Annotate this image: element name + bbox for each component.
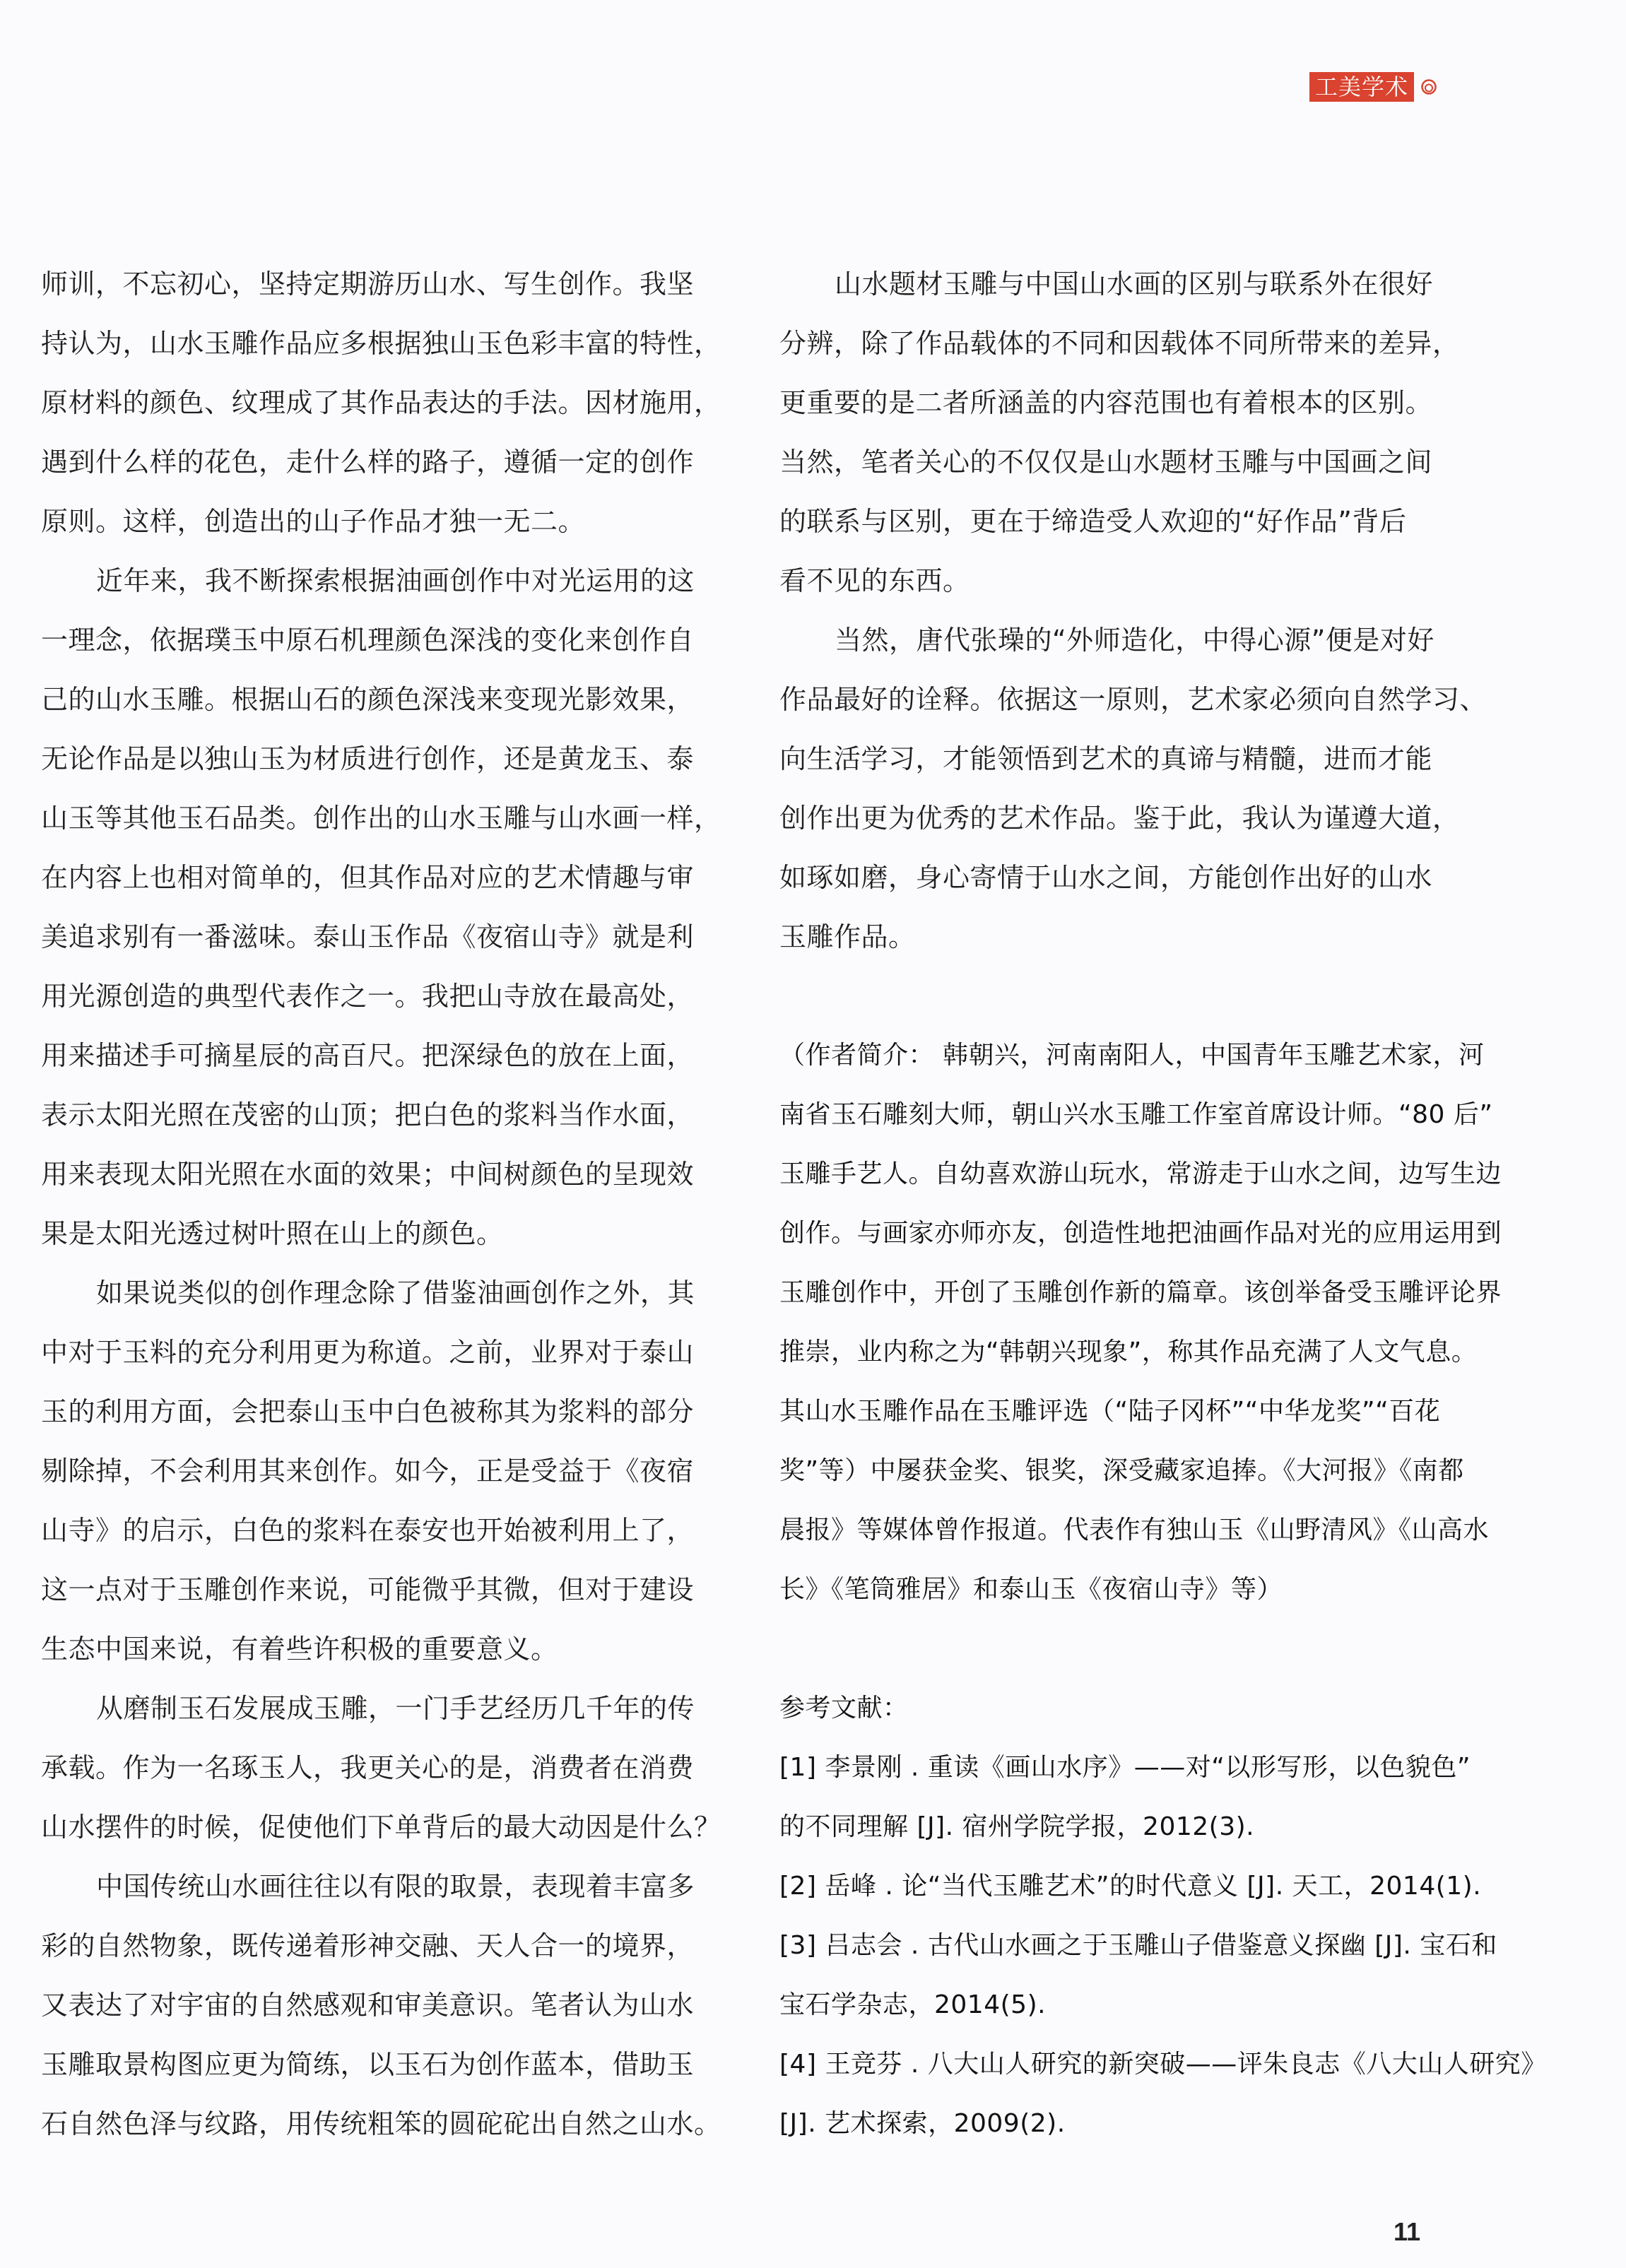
text-line: 创作。与画家亦师亦友，创造性地把油画作品对光的应用运用到 (779, 1219, 1502, 1248)
text-line: 用光源创造的典型代表作之一。我把山寺放在最高处， (41, 981, 695, 1012)
text-line: 玉雕手艺人。自幼喜欢游山玩水，常游走于山水之间，边写生边 (779, 1159, 1502, 1188)
left-column (41, 254, 719, 2154)
right-column (779, 254, 1547, 2154)
reference-line: [J]. 艺术探索，2009(2). (779, 2109, 1066, 2138)
text-line: 向生活学习，才能领悟到艺术的真谛与精髓，进而才能 (779, 743, 1433, 774)
text-line: 又表达了对宇宙的自然感观和审美意识。笔者认为山水 (41, 1990, 695, 2021)
text-line: 中对于玉料的充分利用更为称道。之前，业界对于泰山 (41, 1337, 695, 1368)
paragraph (41, 1263, 719, 1679)
spacer (779, 1619, 1458, 1679)
reference-line: [1] 李景刚 . 重读《画山水序》——对“以形写形，以色貌色” (779, 1753, 1471, 1782)
text-line: 中国传统山水画往往以有限的取景，表现着丰富多 (96, 1871, 695, 1902)
text-line: 表示太阳光照在茂密的山顶；把白色的浆料当作水面， (41, 1099, 695, 1130)
text-line: 剔除掉，不会利用其来创作。如今，正是受益于《夜宿 (41, 1455, 695, 1487)
text-line: 遇到什么样的花色，走什么样的路子，遵循一定的创作 (41, 447, 695, 478)
text-line: 晨报》等媒体曾作报道。代表作有独山玉《山野清风》《山高水 (779, 1516, 1490, 1545)
text-line: 山水题材玉雕与中国山水画的区别与联系外在很好 (835, 268, 1434, 300)
text-line: （作者简介： 韩朝兴，河南南阳人，中国青年玉雕艺术家，河 (779, 1041, 1485, 1070)
text-line: 果是太阳光透过树叶照在山上的颜色。 (41, 1218, 504, 1249)
section-label: 工美学术 (1309, 72, 1414, 102)
paragraph (41, 551, 719, 1263)
text-line: 玉的利用方面，会把泰山玉中白色被称其为浆料的部分 (41, 1396, 695, 1427)
spacer (779, 967, 1458, 1026)
text-line: 的联系与区别，更在于缔造受人欢迎的“好作品”背后 (779, 506, 1407, 537)
text-line: 南省玉石雕刻大师，朝山兴水玉雕工作室首席设计师。“80 后” (779, 1100, 1493, 1129)
text-line: 原则。这样，创造出的山子作品才独一无二。 (41, 506, 586, 537)
text-line: 推崇，业内称之为“韩朝兴现象”，称其作品充满了人文气息。 (779, 1337, 1478, 1366)
text-line: 师训，不忘初心，坚持定期游历山水、写生创作。我坚 (41, 268, 695, 300)
page-number: 11 (1394, 2217, 1421, 2246)
text-line: 看不见的东西。 (779, 565, 970, 596)
text-line: 作品最好的诠释。依据这一原则，艺术家必须向自然学习、 (779, 684, 1487, 715)
text-line: 用来描述手可摘星辰的高百尺。把深绿色的放在上面， (41, 1040, 695, 1071)
text-line: 美追求别有一番滋味。泰山玉作品《夜宿山寺》就是利 (41, 921, 695, 952)
references (779, 1679, 1547, 2154)
text-line: 长》《笔筒雅居》和泰山玉《夜宿山寺》等） (779, 1575, 1283, 1604)
paragraph (779, 254, 1458, 610)
text-line: 用来表现太阳光照在水面的效果；中间树颜色的呈现效 (41, 1159, 695, 1190)
text-line: 石自然色泽与纹路，用传统粗笨的圆砣砣出自然之山水。 (41, 2108, 721, 2139)
text-line: 持认为，山水玉雕作品应多根据独山玉色彩丰富的特性， (41, 328, 721, 359)
text-line: 分辨，除了作品载体的不同和因载体不同所带来的差异， (779, 328, 1460, 359)
reference-line: [4] 王竞芬 . 八大山人研究的新突破——评朱良志《八大山人研究》 (779, 2050, 1547, 2079)
text-line: 从磨制玉石发展成玉雕，一门手艺经历几千年的传 (96, 1693, 695, 1724)
text-line: 当然，笔者关心的不仅仅是山水题材玉雕与中国画之间 (779, 447, 1433, 478)
text-line: 山寺》的启示，白色的浆料在泰安也开始被利用上了， (41, 1515, 695, 1546)
reference-line: 宝石学杂志，2014(5). (779, 1990, 1047, 2019)
text-line: 山水摆件的时候，促使他们下单背后的最大动因是什么？ (41, 1812, 721, 1843)
text-line: 承载。作为一名琢玉人，我更关心的是，消费者在消费 (41, 1752, 695, 1783)
text-line: 这一点对于玉雕创作来说，可能微乎其微，但对于建设 (41, 1574, 695, 1605)
text-line: 生态中国来说，有着些许积极的重要意义。 (41, 1634, 558, 1665)
author-bio (779, 1026, 1502, 1619)
text-line: 创作出更为优秀的艺术作品。鉴于此，我认为谨遵大道， (779, 803, 1460, 834)
circle-ring-icon (1421, 79, 1437, 95)
text-line: 玉雕创作中，开创了玉雕创作新的篇章。该创举备受玉雕评论界 (779, 1278, 1502, 1307)
text-line: 原材料的颜色、纹理成了其作品表达的手法。因材施用， (41, 387, 721, 418)
references-heading: 参考文献： (779, 1694, 909, 1723)
text-line: 玉雕作品。 (779, 921, 916, 952)
text-line: 更重要的是二者所涵盖的内容范围也有着根本的区别。 (779, 387, 1433, 418)
paragraph (41, 254, 719, 551)
text-line: 如果说类似的创作理念除了借鉴油画创作之外，其 (96, 1277, 695, 1309)
paragraph (41, 1679, 719, 1857)
text-line: 如琢如磨，身心寄情于山水之间，方能创作出好的山水 (779, 862, 1433, 893)
text-line: 当然，唐代张璪的“外师造化，中得心源”便是对好 (835, 625, 1434, 656)
text-line: 彩的自然物象，既传递着形神交融、天人合一的境界， (41, 1930, 695, 1961)
text-line: 无论作品是以独山玉为材质进行创作，还是黄龙玉、泰 (41, 743, 695, 774)
reference-line: [3] 吕志会 . 古代山水画之于玉雕山子借鉴意义探幽 [J]. 宝石和 (779, 1931, 1497, 1960)
text-line: 在内容上也相对简单的，但其作品对应的艺术情趣与审 (41, 862, 695, 893)
paragraph (41, 1857, 719, 2154)
text-line: 山玉等其他玉石品类。创作出的山水玉雕与山水画一样， (41, 803, 721, 834)
paragraph (779, 610, 1487, 967)
text-line: 其山水玉雕作品在玉雕评选（“陆子冈杯”“中华龙奖”“百花 (779, 1397, 1441, 1426)
text-line: 奖”等）中屡获金奖、银奖，深受藏家追捧。《大河报》《南都 (779, 1456, 1464, 1485)
text-line: 己的山水玉雕。根据山石的颜色深浅来变现光影效果， (41, 684, 695, 715)
text-line: 一理念，依据璞玉中原石机理颜色深浅的变化来创作自 (41, 625, 695, 656)
reference-line: 的不同理解 [J]. 宿州学院学报，2012(3). (779, 1812, 1255, 1841)
text-line: 近年来，我不断探索根据油画创作中对光运用的这 (96, 565, 695, 596)
text-line: 玉雕取景构图应更为简练，以玉石为创作蓝本，借助玉 (41, 2049, 695, 2080)
section-header (1309, 72, 1437, 102)
reference-line: [2] 岳峰 . 论“当代玉雕艺术”的时代意义 [J]. 天工，2014(1). (779, 1872, 1482, 1901)
